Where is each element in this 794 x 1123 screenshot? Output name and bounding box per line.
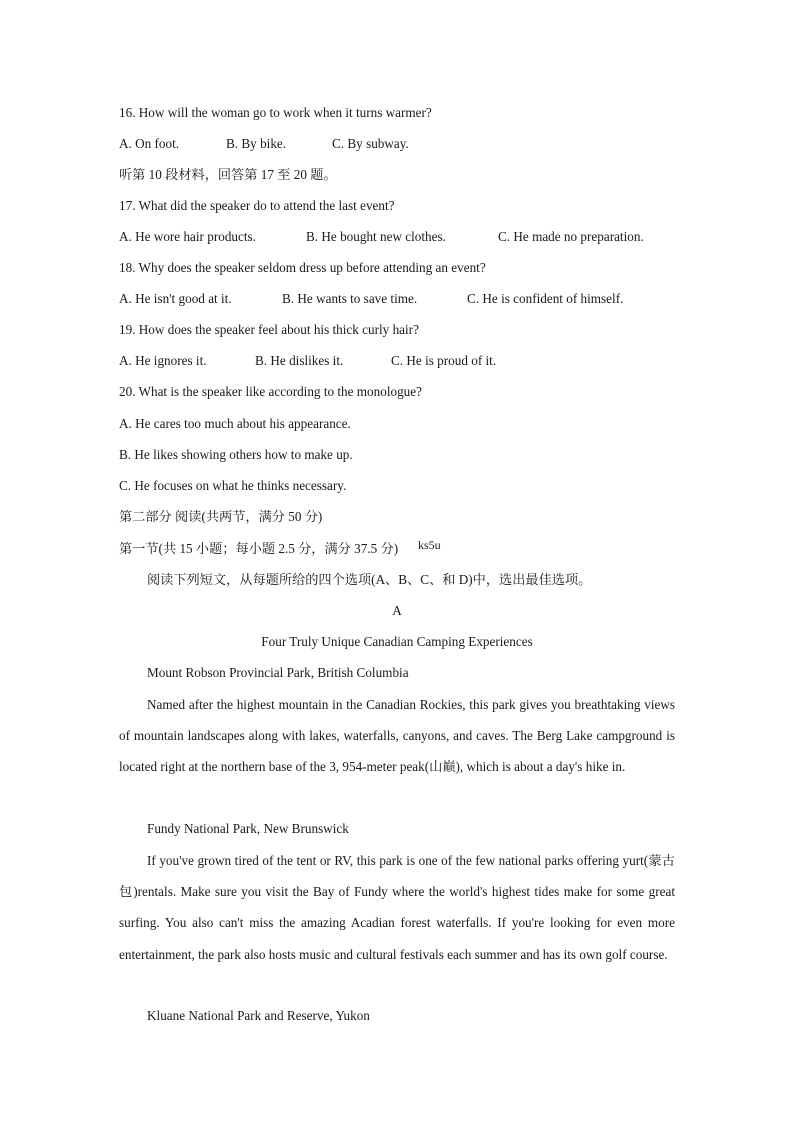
section-10-instruction: 听第 10 段材料，回答第 17 至 20 题。 — [119, 167, 337, 182]
q16-option-b: B. By bike. — [226, 136, 287, 151]
question-16: 16. How will the woman go to work when it turns warmer? — [119, 105, 432, 120]
section-heading-kluane: Kluane National Park and Reserve, Yukon — [147, 1008, 370, 1023]
q20-option-a: A. He cares too much about his appearance. — [119, 416, 351, 431]
paragraph-fundy: If you've grown tired of the tent or RV, this park is one of the few national parks offering yurt(蒙古包)rentals. Make sure you visit the Bay of Fundy where the world's highest tides make for some great surfing. You also can't miss the amazing Acadian forest waterfalls. If you're looking for even more entertainment, the park also hosts music and cultural festivals each summer and has its own golf course. — [119, 853, 675, 962]
question-20: 20. What is the speaker like according to the monologue? — [119, 384, 422, 399]
section-heading-mount-robson: Mount Robson Provincial Park, British Columbia — [147, 665, 409, 680]
q20-option-c: C. He focuses on what he thinks necessary. — [119, 478, 347, 493]
q19-option-a: A. He ignores it. — [119, 353, 207, 368]
q19-option-c: C. He is proud of it. — [391, 353, 497, 368]
q16-option-a: A. On foot. — [119, 136, 180, 151]
question-19: 19. How does the speaker feel about his thick curly hair? — [119, 322, 419, 337]
question-18: 18. Why does the speaker seldom dress up before attending an event? — [119, 260, 486, 275]
q18-option-c: C. He is confident of himself. — [467, 291, 624, 306]
passage-title: Four Truly Unique Canadian Camping Experiences — [261, 634, 533, 649]
section-one-title: 第一节(共 15 小题；每小题 2.5 分，满分 37.5 分) — [119, 541, 399, 556]
part-two-title: 第二部分 阅读(共两节，满分 50 分) — [119, 509, 323, 524]
q18-option-b: B. He wants to save time. — [282, 291, 418, 306]
paragraph-mount-robson: Named after the highest mountain in the Canadian Rockies, this park gives you breathtaking views of mountain landscapes along with lakes, waterfalls, canyons, and caves. The Berg Lake campground is located right at the northern base of the 3, 954-meter peak(山巅), which is about a day's hike in. — [119, 697, 675, 775]
q17-option-c: C. He made no preparation. — [498, 229, 644, 244]
question-17: 17. What did the speaker do to attend the last event? — [119, 198, 395, 213]
reading-instruction: 阅读下列短文，从每题所给的四个选项(A、B、C、和 D)中，选出最佳选项。 — [147, 572, 592, 587]
q17-option-b: B. He bought new clothes. — [306, 229, 446, 244]
passage-letter: A — [392, 603, 402, 618]
q16-option-c: C. By subway. — [332, 136, 409, 151]
ks5u-watermark: ks5u — [418, 538, 441, 552]
section-heading-fundy: Fundy National Park, New Brunswick — [147, 821, 349, 836]
q20-option-b: B. He likes showing others how to make up. — [119, 447, 353, 462]
q19-option-b: B. He dislikes it. — [255, 353, 344, 368]
q17-option-a: A. He wore hair products. — [119, 229, 256, 244]
q18-option-a: A. He isn't good at it. — [119, 291, 232, 306]
